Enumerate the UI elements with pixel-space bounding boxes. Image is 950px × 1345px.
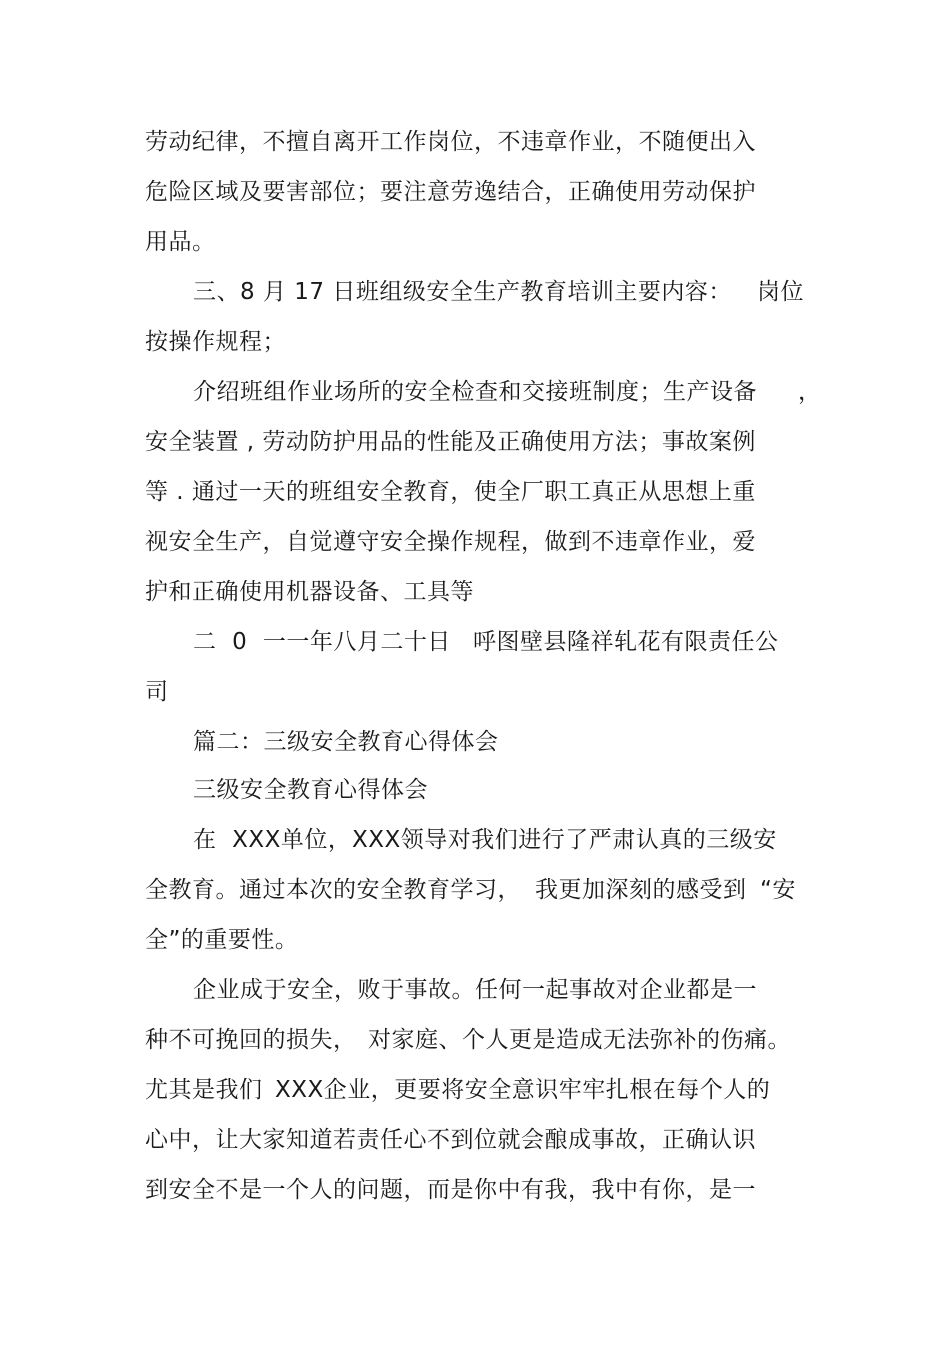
text-segment: 尤其是我们 — [145, 1077, 263, 1103]
text-segment: 安全装置 , 劳动防护用品的性能及正确使用方法；事故案例 — [145, 429, 756, 455]
text-segment: 到安全不是一个人的问题，而是你中有我，我中有你，是一 — [145, 1177, 756, 1203]
text-segment: 司 — [145, 679, 169, 705]
text-segment: 危险区域及要害部位；要注意劳逸结合，正确使用劳动保护 — [145, 179, 756, 205]
text-segment: 按操作规程； — [145, 329, 286, 355]
text-segment: ， — [798, 379, 822, 405]
text-segment: 心中，让大家知道若责任心不到位就会酿成事故，正确认识 — [145, 1127, 756, 1153]
text-segment: 全教育。通过本次的安全教育学习， — [145, 877, 521, 903]
text-segment: XXX领导对我们进行了严肃认真的三级安 — [352, 827, 777, 853]
text-segment: 岗位 — [757, 279, 804, 305]
text-segment: 介绍班组作业场所的安全检查和交接班制度；生产设备 — [193, 379, 757, 405]
text-segment: 等 . 通过一天的班组安全教育，使全厂职工真正从思想上重 — [145, 479, 756, 505]
text-segment: 用品。 — [145, 229, 216, 255]
text-segment: 三、8 月 17 日班组级安全生产教育培训主要内容： — [193, 279, 732, 305]
text-segment: 种不可挽回的损失， — [145, 1027, 357, 1053]
text-segment: 二 0 一一年八月二十日 — [193, 629, 451, 655]
text-segment: 我更加深刻的感受到 — [535, 877, 747, 903]
text-segment: “安 — [760, 877, 796, 903]
text-segment: 劳动纪律，不擅自离开工作岗位，不违章作业，不随便出入 — [145, 129, 756, 155]
text-segment: 三级安全教育心得体会 — [193, 777, 428, 803]
text-segment: 呼图壁县隆祥轧花有限责任公 — [473, 629, 779, 655]
text-segment: 视安全生产，自觉遵守安全操作规程，做到不违章作业，爱 — [145, 529, 756, 555]
text-segment: 对家庭、个人更是造成无法弥补的伤痛。 — [368, 1027, 791, 1053]
text-segment: 在 XXX单位， — [193, 827, 352, 853]
text-segment: 全”的重要性。 — [145, 927, 299, 953]
text-segment: 企业成于安全，败于事故。任何一起事故对企业都是一 — [193, 977, 757, 1003]
text-segment: 护和正确使用机器设备、工具等 — [145, 579, 474, 605]
text-segment: XXX企业，更要将安全意识牢牢扎根在每个人的 — [275, 1077, 771, 1103]
text-segment: 篇二：三级安全教育心得体会 — [193, 729, 499, 755]
text-line — [0, 1175, 756, 1265]
